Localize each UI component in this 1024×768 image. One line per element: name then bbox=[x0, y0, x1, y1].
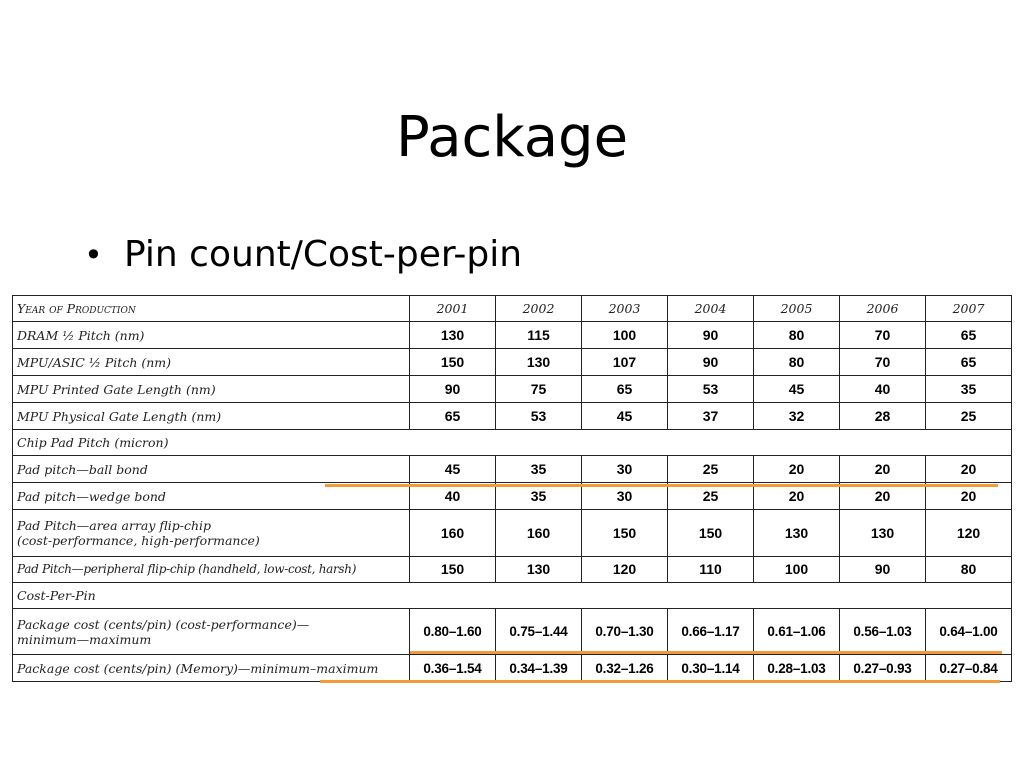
table-cell: 0.28–1.03 bbox=[754, 655, 840, 682]
year-header: 2007 bbox=[926, 296, 1012, 322]
table-cell: 75 bbox=[496, 376, 582, 403]
table-cell: 65 bbox=[926, 349, 1012, 376]
row-label: Pad pitch—ball bond bbox=[13, 456, 410, 483]
table-cell: 35 bbox=[496, 483, 582, 510]
section-row bbox=[13, 430, 1012, 456]
table-header-row bbox=[13, 296, 1012, 322]
table-cell: 120 bbox=[582, 557, 668, 583]
table-cell: 107 bbox=[582, 349, 668, 376]
table-cell: 0.80–1.60 bbox=[410, 609, 496, 655]
section-label: Chip Pad Pitch (micron) bbox=[13, 430, 410, 456]
table-cell: 37 bbox=[668, 403, 754, 430]
table-cell: 0.36–1.54 bbox=[410, 655, 496, 682]
table-cell: 25 bbox=[926, 403, 1012, 430]
year-header: 2001 bbox=[410, 296, 496, 322]
table-cell: 100 bbox=[582, 322, 668, 349]
table-cell: 0.27–0.84 bbox=[926, 655, 1012, 682]
table-cell: 150 bbox=[410, 557, 496, 583]
table-cell: 20 bbox=[754, 456, 840, 483]
table-cell: 0.32–1.26 bbox=[582, 655, 668, 682]
table-cell: 70 bbox=[840, 349, 926, 376]
row-label-line: Package cost (cents/pin) (cost-performance)— bbox=[17, 616, 310, 632]
table-cell: 0.27–0.93 bbox=[840, 655, 926, 682]
row-label: MPU Printed Gate Length (nm) bbox=[13, 376, 410, 403]
table-cell: 20 bbox=[926, 483, 1012, 510]
row-label-line: minimum—maximum bbox=[17, 631, 152, 647]
table-row bbox=[13, 557, 1012, 583]
year-header: 2004 bbox=[668, 296, 754, 322]
table-cell: 115 bbox=[496, 322, 582, 349]
table-cell: 53 bbox=[496, 403, 582, 430]
highlight-underline bbox=[410, 651, 1002, 654]
table-cell: 65 bbox=[926, 322, 1012, 349]
table-cell: 0.66–1.17 bbox=[668, 609, 754, 655]
table-cell: 150 bbox=[410, 349, 496, 376]
bullet-dot-icon: • bbox=[84, 236, 103, 274]
bullet-text: Pin count/Cost-per-pin bbox=[124, 234, 523, 275]
table-cell: 0.75–1.44 bbox=[496, 609, 582, 655]
table-cell: 0.64–1.00 bbox=[926, 609, 1012, 655]
table-cell: 0.30–1.14 bbox=[668, 655, 754, 682]
table-cell: 20 bbox=[840, 456, 926, 483]
table-row bbox=[13, 403, 1012, 430]
table-cell: 0.61–1.06 bbox=[754, 609, 840, 655]
row-label-line: (cost-performance, high-performance) bbox=[17, 533, 260, 548]
table-cell: 90 bbox=[668, 322, 754, 349]
table-cell: 120 bbox=[926, 510, 1012, 557]
table-cell: 80 bbox=[754, 322, 840, 349]
year-header: 2003 bbox=[582, 296, 668, 322]
table-cell: 80 bbox=[754, 349, 840, 376]
highlight-underline bbox=[325, 484, 998, 487]
table-cell: 130 bbox=[496, 557, 582, 583]
table-cell: 20 bbox=[840, 483, 926, 510]
table-cell: 0.34–1.39 bbox=[496, 655, 582, 682]
table-cell: 32 bbox=[754, 403, 840, 430]
table-cell: 40 bbox=[410, 483, 496, 510]
year-header: 2006 bbox=[840, 296, 926, 322]
year-header: 2005 bbox=[754, 296, 840, 322]
table-cell: 70 bbox=[840, 322, 926, 349]
table-cell: 53 bbox=[668, 376, 754, 403]
table-cell: 80 bbox=[926, 557, 1012, 583]
table-cell: 45 bbox=[582, 403, 668, 430]
table-cell: 20 bbox=[926, 456, 1012, 483]
table-cell: 65 bbox=[582, 376, 668, 403]
table-cell: 30 bbox=[582, 483, 668, 510]
table-cell: 65 bbox=[410, 403, 496, 430]
table-cell: 100 bbox=[754, 557, 840, 583]
row-label: DRAM ½ Pitch (nm) bbox=[13, 322, 410, 349]
table-row bbox=[13, 609, 1012, 655]
table-cell: 130 bbox=[410, 322, 496, 349]
section-label: Cost-Per-Pin bbox=[13, 583, 410, 609]
row-label: MPU Physical Gate Length (nm) bbox=[13, 403, 410, 430]
slide-title: Package bbox=[395, 105, 629, 170]
section-spacer bbox=[410, 430, 1012, 456]
table-cell: 0.56–1.03 bbox=[840, 609, 926, 655]
section-spacer bbox=[410, 583, 1012, 609]
row-label-line: Pad Pitch—area array flip-chip bbox=[17, 518, 212, 533]
table-cell: 30 bbox=[582, 456, 668, 483]
table-cell: 150 bbox=[582, 510, 668, 557]
table-cell: 20 bbox=[754, 483, 840, 510]
table-cell: 0.70–1.30 bbox=[582, 609, 668, 655]
table-cell: 45 bbox=[410, 456, 496, 483]
table-cell: 160 bbox=[496, 510, 582, 557]
table-cell: 130 bbox=[754, 510, 840, 557]
table-cell: 25 bbox=[668, 456, 754, 483]
table-cell: 35 bbox=[496, 456, 582, 483]
bullet-item bbox=[84, 230, 522, 280]
row-label: Pad pitch—wedge bond bbox=[13, 483, 410, 510]
highlight-underline bbox=[320, 680, 1000, 683]
row-label: Package cost (cents/pin) (Memory)—minimum–maximum bbox=[13, 655, 410, 682]
row-label: MPU/ASIC ½ Pitch (nm) bbox=[13, 349, 410, 376]
table-cell: 90 bbox=[840, 557, 926, 583]
table-row bbox=[13, 376, 1012, 403]
table-cell: 130 bbox=[496, 349, 582, 376]
row-label: Pad Pitch—peripheral flip-chip (handheld, low-cost, harsh) bbox=[13, 557, 410, 583]
table-cell: 130 bbox=[840, 510, 926, 557]
table-cell: 28 bbox=[840, 403, 926, 430]
table-cell: 35 bbox=[926, 376, 1012, 403]
year-header: 2002 bbox=[496, 296, 582, 322]
table-row bbox=[13, 322, 1012, 349]
table-cell: 110 bbox=[668, 557, 754, 583]
table-row bbox=[13, 510, 1012, 557]
section-row bbox=[13, 583, 1012, 609]
table-cell: 150 bbox=[668, 510, 754, 557]
table-cell: 90 bbox=[668, 349, 754, 376]
row-label bbox=[13, 609, 410, 655]
table-row bbox=[13, 655, 1012, 682]
table-row bbox=[13, 456, 1012, 483]
table-cell: 45 bbox=[754, 376, 840, 403]
row-label bbox=[13, 510, 410, 557]
table-cell: 25 bbox=[668, 483, 754, 510]
table-cell: 160 bbox=[410, 510, 496, 557]
table-row bbox=[13, 349, 1012, 376]
table-cell: 90 bbox=[410, 376, 496, 403]
roadmap-table bbox=[12, 295, 1012, 682]
year-of-production-label: Year of Production bbox=[13, 296, 410, 322]
table-cell: 40 bbox=[840, 376, 926, 403]
